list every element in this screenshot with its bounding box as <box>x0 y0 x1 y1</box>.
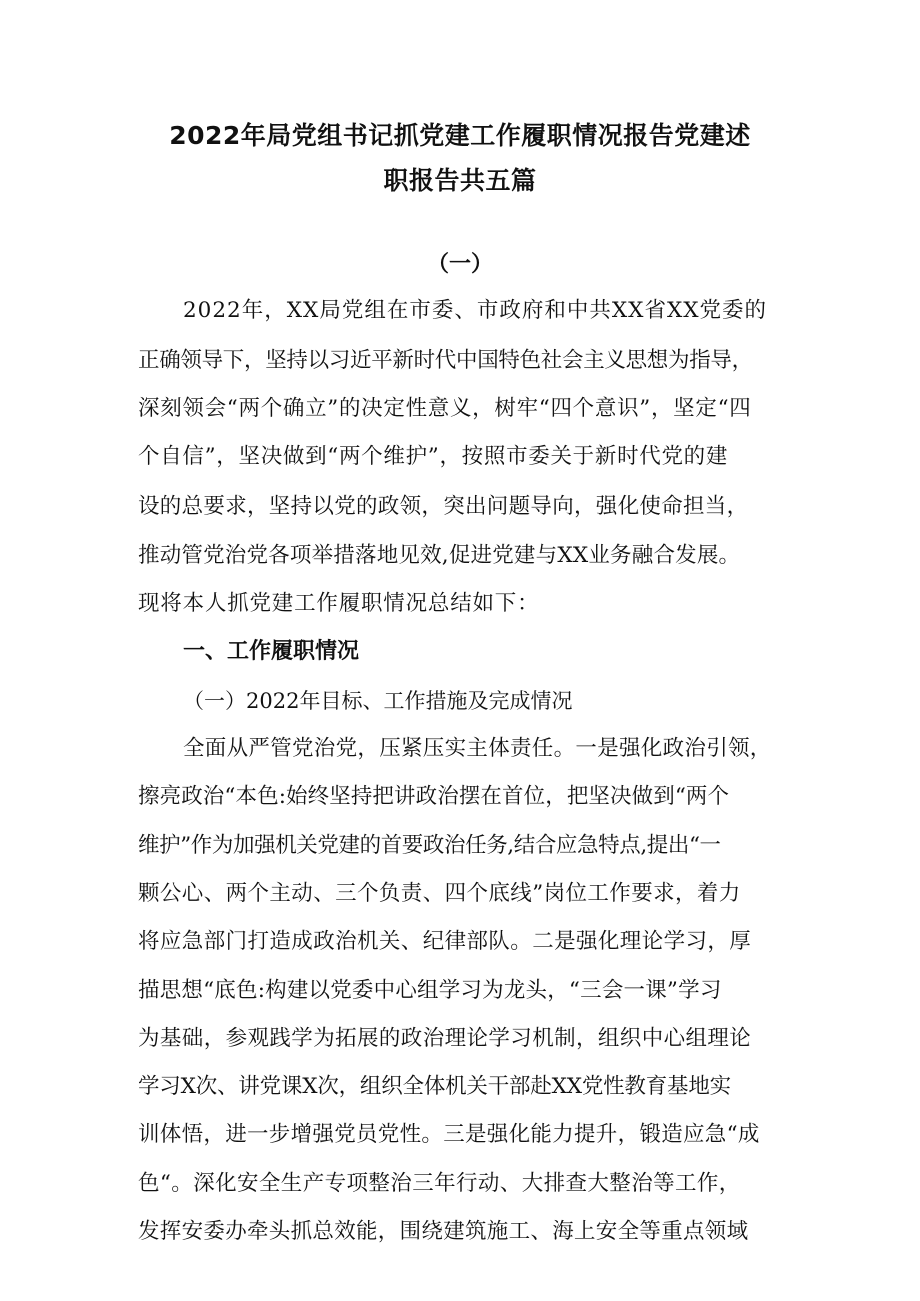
paragraph-line: 擦亮政治“本色:始终坚持把讲政治摆在首位，把坚决做到“两个 <box>138 784 730 809</box>
paragraph-line: 色“。深化安全生产专项整治三年行动、大排查大整治等工作， <box>138 1171 741 1196</box>
paragraph-line: 将应急部门打造成政治机关、纪律部队。二是强化理论学习，厚 <box>138 929 752 954</box>
paragraph-line: 维护”作为加强机关党建的首要政治任务,结合应急特点,提出“一 <box>138 833 721 858</box>
paragraph-line: 描思想“底色:构建以党委中心组学习为龙头，“三会一课”学习 <box>138 978 722 1003</box>
paragraph-line: 2022年，XX局党组在市委、市政府和中共XX省XX党委的 <box>183 298 768 323</box>
paragraph-line: 个自信”，坚决做到“两个维护”，按照市委关于新时代党的建 <box>138 444 729 469</box>
paragraph-line: 训体悟，进一步增强党员党性。三是强化能力提升，锻造应急“成 <box>138 1122 760 1147</box>
paragraph-line: 学习X次、讲党课X次，组织全体机关干部赴XX党性教育基地实 <box>138 1074 731 1099</box>
subsection-heading: （一）2022年目标、工作措施及完成情况 <box>183 689 573 713</box>
paragraph-line: 深刻领会“两个确立”的决定性意义，树牢“四个意识”，坚定“四 <box>138 396 752 421</box>
paragraph-line: 设的总要求，坚持以党的政领，突出问题导向，强化使命担当， <box>138 494 749 519</box>
paragraph-line: 发挥安委办牵头抓总效能，围绕建筑施工、海上安全等重点领域 <box>138 1219 749 1244</box>
paragraph-line: 为基础，参观践学为拓展的政治理论学习机制，组织中心组理论 <box>138 1026 752 1051</box>
paragraph-line: 全面从严管党治党，压紧压实主体责任。一是强化政治引领， <box>183 736 772 761</box>
paragraph-line: 正确领导下，坚持以习近平新时代中国特色社会主义思想为指导， <box>138 348 753 373</box>
paragraph-line: 现将本人抓党建工作履职情况总结如下： <box>138 591 540 616</box>
document-title-line-1: 2022年局党组书记抓党建工作履职情况报告党建述 <box>169 121 751 150</box>
section-heading: 一、工作履职情况 <box>183 639 360 664</box>
paragraph-line: 颗公心、两个主动、三个负责、四个底线”岗位工作要求，着力 <box>138 881 741 906</box>
paragraph-line: 推动管党治党各项举措落地见效,促进党建与XX业务融合发展。 <box>138 543 741 568</box>
section-number: （一） <box>426 252 493 277</box>
document-title-line-2: 职报告共五篇 <box>383 166 537 195</box>
